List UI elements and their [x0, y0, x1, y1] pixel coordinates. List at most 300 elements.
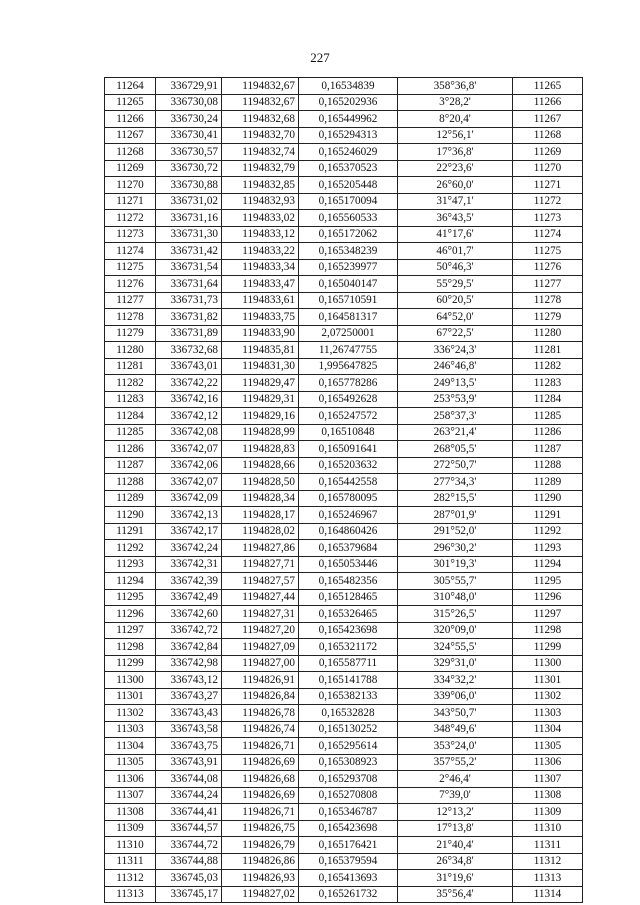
point-number-cell: 11293 — [105, 556, 156, 573]
point-number-cell: 11299 — [105, 655, 156, 672]
point-number-cell: 11287 — [105, 457, 156, 474]
y-coordinate-cell: 1194831,30 — [222, 358, 299, 375]
y-coordinate-cell: 1194828,50 — [222, 474, 299, 491]
y-coordinate-cell: 1194832,70 — [222, 127, 299, 144]
bearing-cell: 36°43,5' — [398, 210, 513, 227]
point-number-cell: 11286 — [105, 441, 156, 458]
point-number-cell: 11304 — [105, 738, 156, 755]
table-row — [105, 771, 583, 788]
next-point-number-cell: 11265 — [513, 78, 583, 95]
table-row — [105, 721, 583, 738]
point-number-cell: 11291 — [105, 523, 156, 540]
next-point-number-cell: 11271 — [513, 177, 583, 194]
x-coordinate-cell: 336742,98 — [156, 655, 222, 672]
bearing-cell: 339°06,0' — [398, 688, 513, 705]
next-point-number-cell: 11293 — [513, 540, 583, 557]
point-number-cell: 11270 — [105, 177, 156, 194]
distance-cell: 0,165293708 — [299, 771, 398, 788]
y-coordinate-cell: 1194827,02 — [222, 886, 299, 903]
bearing-cell: 305°55,7' — [398, 573, 513, 590]
next-point-number-cell: 11287 — [513, 441, 583, 458]
point-number-cell: 11275 — [105, 259, 156, 276]
distance-cell: 0,165442558 — [299, 474, 398, 491]
bearing-cell: 46°01,7' — [398, 243, 513, 260]
x-coordinate-cell: 336744,72 — [156, 837, 222, 854]
distance-cell: 0,165294313 — [299, 127, 398, 144]
y-coordinate-cell: 1194827,71 — [222, 556, 299, 573]
distance-cell: 1,995647825 — [299, 358, 398, 375]
bearing-cell: 357°55,2' — [398, 754, 513, 771]
y-coordinate-cell: 1194835,81 — [222, 342, 299, 359]
next-point-number-cell: 11269 — [513, 144, 583, 161]
distance-cell: 0,165382133 — [299, 688, 398, 705]
next-point-number-cell: 11304 — [513, 721, 583, 738]
bearing-cell: 2°46,4' — [398, 771, 513, 788]
y-coordinate-cell: 1194833,12 — [222, 226, 299, 243]
y-coordinate-cell: 1194826,93 — [222, 870, 299, 887]
point-number-cell: 11307 — [105, 787, 156, 804]
table-row — [105, 820, 583, 837]
y-coordinate-cell: 1194828,17 — [222, 507, 299, 524]
next-point-number-cell: 11275 — [513, 243, 583, 260]
point-number-cell: 11264 — [105, 78, 156, 95]
bearing-cell: 26°34,8' — [398, 853, 513, 870]
x-coordinate-cell: 336742,24 — [156, 540, 222, 557]
point-number-cell: 11272 — [105, 210, 156, 227]
bearing-cell: 253°53,9' — [398, 391, 513, 408]
point-number-cell: 11277 — [105, 292, 156, 309]
next-point-number-cell: 11300 — [513, 655, 583, 672]
next-point-number-cell: 11305 — [513, 738, 583, 755]
y-coordinate-cell: 1194828,83 — [222, 441, 299, 458]
y-coordinate-cell: 1194828,66 — [222, 457, 299, 474]
next-point-number-cell: 11266 — [513, 94, 583, 111]
x-coordinate-cell: 336742,60 — [156, 606, 222, 623]
table-row — [105, 408, 583, 425]
next-point-number-cell: 11278 — [513, 292, 583, 309]
table-row — [105, 754, 583, 771]
y-coordinate-cell: 1194832,79 — [222, 160, 299, 177]
x-coordinate-cell: 336743,01 — [156, 358, 222, 375]
next-point-number-cell: 11307 — [513, 771, 583, 788]
y-coordinate-cell: 1194827,20 — [222, 622, 299, 639]
distance-cell: 0,165413693 — [299, 870, 398, 887]
bearing-cell: 12°13,2' — [398, 804, 513, 821]
bearing-cell: 320°09,0' — [398, 622, 513, 639]
distance-cell: 0,165482356 — [299, 573, 398, 590]
table-row — [105, 292, 583, 309]
next-point-number-cell: 11279 — [513, 309, 583, 326]
x-coordinate-cell: 336742,31 — [156, 556, 222, 573]
distance-cell: 0,16532828 — [299, 705, 398, 722]
distance-cell: 0,165308923 — [299, 754, 398, 771]
point-number-cell: 11279 — [105, 325, 156, 342]
y-coordinate-cell: 1194826,86 — [222, 853, 299, 870]
distance-cell: 0,165295614 — [299, 738, 398, 755]
point-number-cell: 11267 — [105, 127, 156, 144]
x-coordinate-cell: 336742,06 — [156, 457, 222, 474]
next-point-number-cell: 11292 — [513, 523, 583, 540]
bearing-cell: 315°26,5' — [398, 606, 513, 623]
next-point-number-cell: 11290 — [513, 490, 583, 507]
x-coordinate-cell: 336743,58 — [156, 721, 222, 738]
y-coordinate-cell: 1194827,44 — [222, 589, 299, 606]
distance-cell: 0,165423698 — [299, 820, 398, 837]
bearing-cell: 21°40,4' — [398, 837, 513, 854]
y-coordinate-cell: 1194827,57 — [222, 573, 299, 590]
distance-cell: 0,165053446 — [299, 556, 398, 573]
point-number-cell: 11313 — [105, 886, 156, 903]
table-row — [105, 193, 583, 210]
y-coordinate-cell: 1194829,16 — [222, 408, 299, 425]
bearing-cell: 329°31,0' — [398, 655, 513, 672]
distance-cell: 0,165778286 — [299, 375, 398, 392]
bearing-cell: 263°21,4' — [398, 424, 513, 441]
bearing-cell: 296°30,2' — [398, 540, 513, 557]
table-row — [105, 424, 583, 441]
distance-cell: 0,165141788 — [299, 672, 398, 689]
x-coordinate-cell: 336744,08 — [156, 771, 222, 788]
table-row — [105, 589, 583, 606]
next-point-number-cell: 11285 — [513, 408, 583, 425]
bearing-cell: 55°29,5' — [398, 276, 513, 293]
x-coordinate-cell: 336742,84 — [156, 639, 222, 656]
x-coordinate-cell: 336730,41 — [156, 127, 222, 144]
distance-cell: 0,165091641 — [299, 441, 398, 458]
next-point-number-cell: 11283 — [513, 375, 583, 392]
y-coordinate-cell: 1194827,86 — [222, 540, 299, 557]
bearing-cell: 358°36,8' — [398, 78, 513, 95]
point-number-cell: 11309 — [105, 820, 156, 837]
distance-cell: 0,165203632 — [299, 457, 398, 474]
distance-cell: 0,165128465 — [299, 589, 398, 606]
x-coordinate-cell: 336731,54 — [156, 259, 222, 276]
bearing-cell: 17°13,8' — [398, 820, 513, 837]
table-row — [105, 886, 583, 903]
table-row — [105, 160, 583, 177]
distance-cell: 0,165346787 — [299, 804, 398, 821]
point-number-cell: 11301 — [105, 688, 156, 705]
table-row — [105, 490, 583, 507]
distance-cell: 0,165176421 — [299, 837, 398, 854]
y-coordinate-cell: 1194833,61 — [222, 292, 299, 309]
x-coordinate-cell: 336731,82 — [156, 309, 222, 326]
bearing-cell: 31°19,6' — [398, 870, 513, 887]
table-row — [105, 639, 583, 656]
y-coordinate-cell: 1194826,69 — [222, 754, 299, 771]
point-number-cell: 11289 — [105, 490, 156, 507]
point-number-cell: 11265 — [105, 94, 156, 111]
table-row — [105, 837, 583, 854]
point-number-cell: 11298 — [105, 639, 156, 656]
next-point-number-cell: 11291 — [513, 507, 583, 524]
distance-cell: 0,165261732 — [299, 886, 398, 903]
distance-cell: 0,165348239 — [299, 243, 398, 260]
bearing-cell: 8°20,4' — [398, 111, 513, 128]
table-row — [105, 688, 583, 705]
distance-cell: 0,165040147 — [299, 276, 398, 293]
bearing-cell: 310°48,0' — [398, 589, 513, 606]
x-coordinate-cell: 336742,07 — [156, 441, 222, 458]
bearing-cell: 336°24,3' — [398, 342, 513, 359]
y-coordinate-cell: 1194826,91 — [222, 672, 299, 689]
y-coordinate-cell: 1194826,74 — [222, 721, 299, 738]
next-point-number-cell: 11302 — [513, 688, 583, 705]
bearing-cell: 7°39,0' — [398, 787, 513, 804]
table-row — [105, 804, 583, 821]
bearing-cell: 268°05,5' — [398, 441, 513, 458]
next-point-number-cell: 11267 — [513, 111, 583, 128]
table-row — [105, 573, 583, 590]
point-number-cell: 11300 — [105, 672, 156, 689]
x-coordinate-cell: 336730,08 — [156, 94, 222, 111]
distance-cell: 0,16510848 — [299, 424, 398, 441]
distance-cell: 0,165205448 — [299, 177, 398, 194]
y-coordinate-cell: 1194832,68 — [222, 111, 299, 128]
bearing-cell: 31°47,1' — [398, 193, 513, 210]
y-coordinate-cell: 1194832,74 — [222, 144, 299, 161]
x-coordinate-cell: 336731,16 — [156, 210, 222, 227]
y-coordinate-cell: 1194826,84 — [222, 688, 299, 705]
x-coordinate-cell: 336730,57 — [156, 144, 222, 161]
next-point-number-cell: 11311 — [513, 837, 583, 854]
x-coordinate-cell: 336742,07 — [156, 474, 222, 491]
bearing-cell: 67°22,5' — [398, 325, 513, 342]
x-coordinate-cell: 336731,73 — [156, 292, 222, 309]
next-point-number-cell: 11272 — [513, 193, 583, 210]
x-coordinate-cell: 336731,02 — [156, 193, 222, 210]
point-number-cell: 11268 — [105, 144, 156, 161]
point-number-cell: 11297 — [105, 622, 156, 639]
y-coordinate-cell: 1194832,85 — [222, 177, 299, 194]
point-number-cell: 11290 — [105, 507, 156, 524]
table-row — [105, 507, 583, 524]
table-row — [105, 111, 583, 128]
y-coordinate-cell: 1194826,79 — [222, 837, 299, 854]
bearing-cell: 353°24,0' — [398, 738, 513, 755]
x-coordinate-cell: 336743,12 — [156, 672, 222, 689]
next-point-number-cell: 11313 — [513, 870, 583, 887]
point-number-cell: 11281 — [105, 358, 156, 375]
point-number-cell: 11302 — [105, 705, 156, 722]
point-number-cell: 11294 — [105, 573, 156, 590]
next-point-number-cell: 11309 — [513, 804, 583, 821]
distance-cell: 0,164860426 — [299, 523, 398, 540]
y-coordinate-cell: 1194826,78 — [222, 705, 299, 722]
bearing-cell: 17°36,8' — [398, 144, 513, 161]
y-coordinate-cell: 1194832,93 — [222, 193, 299, 210]
next-point-number-cell: 11312 — [513, 853, 583, 870]
distance-cell: 0,165170094 — [299, 193, 398, 210]
point-number-cell: 11271 — [105, 193, 156, 210]
distance-cell: 0,165239977 — [299, 259, 398, 276]
point-number-cell: 11311 — [105, 853, 156, 870]
table-row — [105, 556, 583, 573]
table-row — [105, 94, 583, 111]
table-row — [105, 523, 583, 540]
bearing-cell: 343°50,7' — [398, 705, 513, 722]
table-row — [105, 177, 583, 194]
table-row — [105, 705, 583, 722]
point-number-cell: 11266 — [105, 111, 156, 128]
distance-cell: 0,165379684 — [299, 540, 398, 557]
bearing-cell: 3°28,2' — [398, 94, 513, 111]
next-point-number-cell: 11284 — [513, 391, 583, 408]
y-coordinate-cell: 1194826,71 — [222, 804, 299, 821]
bearing-cell: 60°20,5' — [398, 292, 513, 309]
y-coordinate-cell: 1194833,22 — [222, 243, 299, 260]
distance-cell: 0,164581317 — [299, 309, 398, 326]
next-point-number-cell: 11281 — [513, 342, 583, 359]
distance-cell: 0,165560533 — [299, 210, 398, 227]
y-coordinate-cell: 1194832,67 — [222, 78, 299, 95]
next-point-number-cell: 11288 — [513, 457, 583, 474]
bearing-cell: 246°46,8' — [398, 358, 513, 375]
table-row — [105, 738, 583, 755]
table-row — [105, 457, 583, 474]
x-coordinate-cell: 336744,41 — [156, 804, 222, 821]
bearing-cell: 41°17,6' — [398, 226, 513, 243]
next-point-number-cell: 11286 — [513, 424, 583, 441]
table-row — [105, 870, 583, 887]
point-number-cell: 11280 — [105, 342, 156, 359]
next-point-number-cell: 11294 — [513, 556, 583, 573]
x-coordinate-cell: 336743,75 — [156, 738, 222, 755]
distance-cell: 0,165246967 — [299, 507, 398, 524]
table-row — [105, 78, 583, 95]
point-number-cell: 11285 — [105, 424, 156, 441]
table-row — [105, 672, 583, 689]
x-coordinate-cell: 336742,49 — [156, 589, 222, 606]
point-number-cell: 11306 — [105, 771, 156, 788]
y-coordinate-cell: 1194827,31 — [222, 606, 299, 623]
next-point-number-cell: 11282 — [513, 358, 583, 375]
table-row — [105, 853, 583, 870]
next-point-number-cell: 11296 — [513, 589, 583, 606]
distance-cell: 2,07250001 — [299, 325, 398, 342]
distance-cell: 0,165423698 — [299, 622, 398, 639]
y-coordinate-cell: 1194833,75 — [222, 309, 299, 326]
distance-cell: 0,165370523 — [299, 160, 398, 177]
bearing-cell: 249°13,5' — [398, 375, 513, 392]
next-point-number-cell: 11310 — [513, 820, 583, 837]
point-number-cell: 11278 — [105, 309, 156, 326]
bearing-cell: 301°19,3' — [398, 556, 513, 573]
x-coordinate-cell: 336730,72 — [156, 160, 222, 177]
y-coordinate-cell: 1194833,34 — [222, 259, 299, 276]
point-number-cell: 11305 — [105, 754, 156, 771]
x-coordinate-cell: 336743,91 — [156, 754, 222, 771]
x-coordinate-cell: 336744,57 — [156, 820, 222, 837]
point-number-cell: 11288 — [105, 474, 156, 491]
point-number-cell: 11296 — [105, 606, 156, 623]
x-coordinate-cell: 336744,24 — [156, 787, 222, 804]
x-coordinate-cell: 336730,24 — [156, 111, 222, 128]
distance-cell: 11,26747755 — [299, 342, 398, 359]
bearing-cell: 277°34,3' — [398, 474, 513, 491]
x-coordinate-cell: 336742,09 — [156, 490, 222, 507]
table-row — [105, 606, 583, 623]
page-number: 227 — [310, 50, 330, 65]
x-coordinate-cell: 336742,17 — [156, 523, 222, 540]
point-number-cell: 11303 — [105, 721, 156, 738]
distance-cell: 0,165172062 — [299, 226, 398, 243]
y-coordinate-cell: 1194827,09 — [222, 639, 299, 656]
bearing-cell: 26°60,0' — [398, 177, 513, 194]
distance-cell: 0,165780095 — [299, 490, 398, 507]
table-row — [105, 243, 583, 260]
x-coordinate-cell: 336742,08 — [156, 424, 222, 441]
table-row — [105, 226, 583, 243]
x-coordinate-cell: 336731,42 — [156, 243, 222, 260]
next-point-number-cell: 11297 — [513, 606, 583, 623]
x-coordinate-cell: 336729,91 — [156, 78, 222, 95]
distance-cell: 0,165710591 — [299, 292, 398, 309]
next-point-number-cell: 11289 — [513, 474, 583, 491]
distance-cell: 0,165247572 — [299, 408, 398, 425]
coordinates-table — [104, 77, 583, 903]
y-coordinate-cell: 1194828,99 — [222, 424, 299, 441]
bearing-cell: 348°49,6' — [398, 721, 513, 738]
distance-cell: 0,16534839 — [299, 78, 398, 95]
y-coordinate-cell: 1194829,47 — [222, 375, 299, 392]
bearing-cell: 22°23,6' — [398, 160, 513, 177]
next-point-number-cell: 11277 — [513, 276, 583, 293]
bearing-cell: 272°50,7' — [398, 457, 513, 474]
point-number-cell: 11310 — [105, 837, 156, 854]
table-row — [105, 259, 583, 276]
table-row — [105, 144, 583, 161]
point-number-cell: 11273 — [105, 226, 156, 243]
table-row — [105, 474, 583, 491]
bearing-cell: 12°56,1' — [398, 127, 513, 144]
y-coordinate-cell: 1194826,69 — [222, 787, 299, 804]
x-coordinate-cell: 336745,03 — [156, 870, 222, 887]
x-coordinate-cell: 336731,30 — [156, 226, 222, 243]
y-coordinate-cell: 1194827,00 — [222, 655, 299, 672]
table-row — [105, 540, 583, 557]
next-point-number-cell: 11314 — [513, 886, 583, 903]
y-coordinate-cell: 1194828,02 — [222, 523, 299, 540]
y-coordinate-cell: 1194829,31 — [222, 391, 299, 408]
point-number-cell: 11283 — [105, 391, 156, 408]
next-point-number-cell: 11295 — [513, 573, 583, 590]
table-row — [105, 622, 583, 639]
x-coordinate-cell: 336743,43 — [156, 705, 222, 722]
point-number-cell: 11308 — [105, 804, 156, 821]
bearing-cell: 282°15,5' — [398, 490, 513, 507]
table-body — [105, 78, 583, 903]
x-coordinate-cell: 336742,22 — [156, 375, 222, 392]
table-row — [105, 375, 583, 392]
table-row — [105, 276, 583, 293]
point-number-cell: 11282 — [105, 375, 156, 392]
next-point-number-cell: 11303 — [513, 705, 583, 722]
table-row — [105, 391, 583, 408]
x-coordinate-cell: 336742,12 — [156, 408, 222, 425]
table-row — [105, 787, 583, 804]
distance-cell: 0,165449962 — [299, 111, 398, 128]
x-coordinate-cell: 336745,17 — [156, 886, 222, 903]
distance-cell: 0,165270808 — [299, 787, 398, 804]
next-point-number-cell: 11270 — [513, 160, 583, 177]
point-number-cell: 11284 — [105, 408, 156, 425]
x-coordinate-cell: 336742,39 — [156, 573, 222, 590]
next-point-number-cell: 11280 — [513, 325, 583, 342]
x-coordinate-cell: 336731,89 — [156, 325, 222, 342]
bearing-cell: 64°52,0' — [398, 309, 513, 326]
next-point-number-cell: 11298 — [513, 622, 583, 639]
